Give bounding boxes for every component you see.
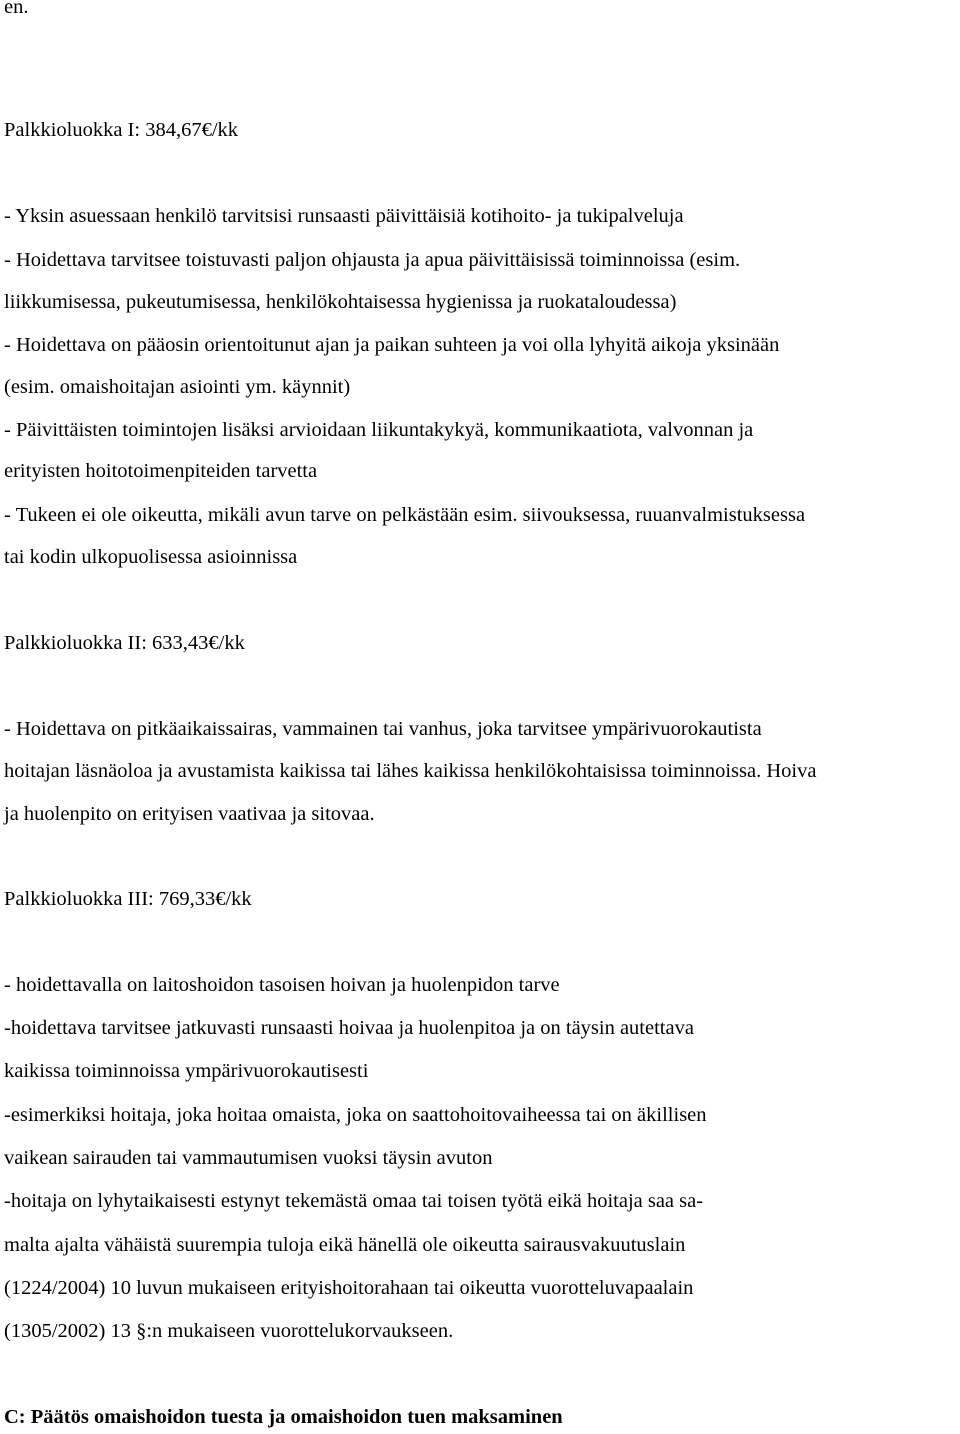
class-3-line: -hoidettava tarvitsee jatkuvasti runsaasti hoivaa ja huolenpitoa ja on täysin autettava bbox=[4, 1017, 694, 1039]
class-3-line: vaikean sairauden tai vammautumisen vuoksi täysin avuton bbox=[4, 1147, 493, 1169]
class-3-line: kaikissa toiminnoissa ympärivuorokautisesti bbox=[4, 1060, 369, 1082]
class-3-line: - hoidettavalla on laitoshoidon tasoisen hoivan ja huolenpidon tarve bbox=[4, 974, 560, 996]
class-3-line: -esimerkiksi hoitaja, joka hoitaa omaista, joka on saattohoitovaiheessa tai on äkillisen bbox=[4, 1104, 707, 1126]
class-1-line: (esim. omaishoitajan asiointi ym. käynnit) bbox=[4, 376, 351, 398]
class-1-line: erityisten hoitotoimenpiteiden tarvetta bbox=[4, 460, 318, 482]
class-3-line: (1224/2004) 10 luvun mukaiseen erityishoitorahaan tai oikeutta vuorotteluvapaalain bbox=[4, 1277, 694, 1299]
class-3-line: -hoitaja on lyhytaikaisesti estynyt tekemästä omaa tai toisen työtä eikä hoitaja saa sa- bbox=[4, 1190, 704, 1212]
class-2-line: hoitajan läsnäoloa ja avustamista kaikissa tai lähes kaikissa henkilökohtaisissa toiminnoissa. Hoiva bbox=[4, 760, 817, 782]
class-1-line: tai kodin ulkopuolisessa asioinnissa bbox=[4, 546, 298, 568]
class-1-line: - Päivittäisten toimintojen lisäksi arvioidaan liikuntakykyä, kommunikaatiota, valvonnan ja bbox=[4, 419, 754, 441]
class-2-line: ja huolenpito on erityisen vaativaa ja sitovaa. bbox=[4, 803, 375, 825]
class-1-title: Palkkioluokka I: 384,67€/kk bbox=[4, 119, 239, 141]
class-1-line: - Hoidettava tarvitsee toistuvasti paljon ohjausta ja apua päivittäisissä toiminnoissa (esim. bbox=[4, 249, 741, 271]
class-1-line: liikkumisessa, pukeutumisessa, henkilökohtaisessa hygienissa ja ruokataloudessa) bbox=[4, 291, 677, 313]
class-1-line: - Tukeen ei ole oikeutta, mikäli avun tarve on pelkästään esim. siivouksessa, ruuanvalmistuksessa bbox=[4, 504, 806, 526]
class-1-line: - Yksin asuessaan henkilö tarvitsisi runsaasti päivittäisiä kotihoito- ja tukipalveluja bbox=[4, 205, 684, 227]
class-3-title: Palkkioluokka III: 769,33€/kk bbox=[4, 888, 252, 910]
class-2-line: - Hoidettava on pitkäaikaissairas, vammainen tai vanhus, joka tarvitsee ympärivuorokautista bbox=[4, 718, 762, 740]
class-3-line: malta ajalta vähäistä suurempia tuloja eikä hänellä ole oikeutta sairausvakuutuslain bbox=[4, 1234, 686, 1256]
class-1-line: - Hoidettava on pääosin orientoitunut ajan ja paikan suhteen ja voi olla lyhyitä aikoja yksinään bbox=[4, 334, 780, 356]
class-3-line: (1305/2002) 13 §:n mukaiseen vuorottelukorvaukseen. bbox=[4, 1320, 454, 1342]
class-2-title: Palkkioluokka II: 633,43€/kk bbox=[4, 632, 245, 654]
section-c-heading: C: Päätös omaishoidon tuesta ja omaishoidon tuen maksaminen bbox=[4, 1406, 563, 1428]
text-fragment: en. bbox=[4, 0, 29, 18]
